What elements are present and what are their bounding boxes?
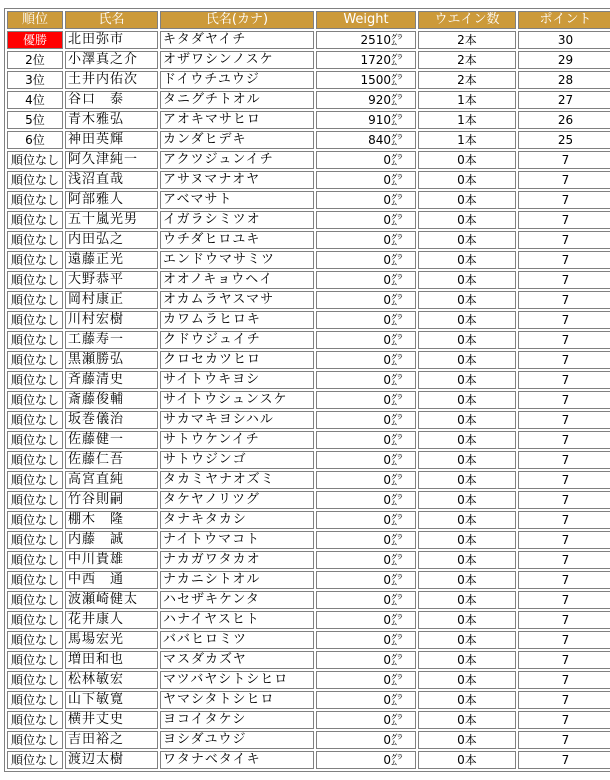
cell-name-kana: クドウジュイチ [160,331,314,349]
table-row [7,531,610,549]
cell-rank: 順位なし [7,291,63,309]
cell-weight: 0㌘ [316,591,416,609]
cell-name: 増田和也 [65,651,158,669]
cell-catch-count: 0本 [418,551,516,569]
cell-weight: 0㌘ [316,331,416,349]
cell-weight: 0㌘ [316,631,416,649]
table-row [7,131,610,149]
cell-weight: 0㌘ [316,751,416,769]
cell-name-kana: アオキマサヒロ [160,111,314,129]
table-row [7,571,610,589]
cell-points: 7 [518,511,610,529]
cell-name: 工藤寿一 [65,331,158,349]
cell-points: 7 [518,531,610,549]
cell-rank: 順位なし [7,251,63,269]
table-row [7,31,610,49]
table-row [7,511,610,529]
cell-name-kana: アサヌマナオヤ [160,171,314,189]
cell-points: 7 [518,231,610,249]
cell-catch-count: 0本 [418,511,516,529]
cell-name-kana: サカマキヨシハル [160,411,314,429]
cell-weight: 840㌘ [316,131,416,149]
cell-points: 7 [518,391,610,409]
cell-name-kana: カンダヒデキ [160,131,314,149]
cell-name: 大野恭平 [65,271,158,289]
cell-catch-count: 0本 [418,571,516,589]
cell-weight: 1500㌘ [316,71,416,89]
cell-weight: 0㌘ [316,451,416,469]
table-row [7,671,610,689]
ranking-body [7,31,610,769]
table-row [7,391,610,409]
cell-points: 29 [518,51,610,69]
cell-name-kana: イガラシミツオ [160,211,314,229]
cell-catch-count: 0本 [418,471,516,489]
header-points: ポイント [518,11,610,29]
header-rank: 順位 [7,11,63,29]
cell-points: 7 [518,731,610,749]
cell-catch-count: 0本 [418,451,516,469]
cell-points: 7 [518,471,610,489]
cell-weight: 920㌘ [316,91,416,109]
table-row [7,211,610,229]
table-row [7,111,610,129]
cell-weight: 0㌘ [316,371,416,389]
cell-catch-count: 0本 [418,611,516,629]
cell-rank: 順位なし [7,171,63,189]
cell-rank: 順位なし [7,331,63,349]
cell-name: 川村宏樹 [65,311,158,329]
cell-catch-count: 0本 [418,711,516,729]
cell-rank: 順位なし [7,191,63,209]
cell-name: 阿久津純一 [65,151,158,169]
cell-weight: 2510㌘ [316,31,416,49]
cell-points: 7 [518,551,610,569]
cell-name-kana: タケヤノリツグ [160,491,314,509]
cell-points: 26 [518,111,610,129]
cell-name-kana: ナイトウマコト [160,531,314,549]
cell-name: 高宮直純 [65,471,158,489]
cell-rank: 順位なし [7,231,63,249]
cell-weight: 0㌘ [316,531,416,549]
cell-weight: 0㌘ [316,651,416,669]
cell-catch-count: 2本 [418,71,516,89]
table-row [7,71,610,89]
cell-catch-count: 0本 [418,231,516,249]
cell-rank: 順位なし [7,411,63,429]
table-row [7,431,610,449]
cell-rank: 順位なし [7,471,63,489]
header-name: 氏名 [65,11,158,29]
cell-name: 棚木 隆 [65,511,158,529]
cell-name-kana: ワタナベタイキ [160,751,314,769]
cell-catch-count: 0本 [418,411,516,429]
cell-catch-count: 0本 [418,251,516,269]
cell-name-kana: ナカガワタカオ [160,551,314,569]
cell-name: 吉田裕之 [65,731,158,749]
cell-weight: 0㌘ [316,431,416,449]
cell-points: 7 [518,611,610,629]
cell-weight: 0㌘ [316,471,416,489]
cell-points: 7 [518,651,610,669]
table-row [7,251,610,269]
cell-rank: 順位なし [7,531,63,549]
cell-points: 25 [518,131,610,149]
cell-points: 7 [518,711,610,729]
cell-name-kana: ハセザキケンタ [160,591,314,609]
table-row [7,691,610,709]
table-row [7,271,610,289]
cell-rank: 順位なし [7,151,63,169]
cell-catch-count: 1本 [418,111,516,129]
cell-name: 小澤真之介 [65,51,158,69]
cell-rank: 順位なし [7,711,63,729]
cell-name-kana: オザワシンノスケ [160,51,314,69]
cell-name: 馬場宏光 [65,631,158,649]
cell-rank: 順位なし [7,371,63,389]
cell-catch-count: 0本 [418,291,516,309]
table-row [7,91,610,109]
cell-points: 7 [518,411,610,429]
cell-name: 斉藤清史 [65,371,158,389]
cell-rank: 順位なし [7,591,63,609]
cell-name-kana: ババヒロミツ [160,631,314,649]
cell-catch-count: 0本 [418,311,516,329]
cell-points: 7 [518,571,610,589]
cell-catch-count: 0本 [418,591,516,609]
cell-points: 7 [518,491,610,509]
cell-name: 黒瀬勝弘 [65,351,158,369]
table-row [7,611,610,629]
cell-points: 7 [518,671,610,689]
cell-rank: 順位なし [7,551,63,569]
table-row [7,551,610,569]
cell-name: 岡村康正 [65,291,158,309]
cell-name: 神田英輝 [65,131,158,149]
table-row [7,651,610,669]
cell-catch-count: 0本 [418,211,516,229]
cell-catch-count: 0本 [418,271,516,289]
cell-name-kana: サイトウシュンスケ [160,391,314,409]
cell-rank: 順位なし [7,691,63,709]
table-row [7,371,610,389]
cell-rank: 6位 [7,131,63,149]
cell-weight: 0㌘ [316,211,416,229]
cell-catch-count: 0本 [418,431,516,449]
cell-weight: 0㌘ [316,311,416,329]
cell-weight: 0㌘ [316,691,416,709]
cell-name: 中西 通 [65,571,158,589]
cell-weight: 0㌘ [316,611,416,629]
cell-rank: 順位なし [7,451,63,469]
cell-weight: 0㌘ [316,151,416,169]
cell-name: 内藤 誠 [65,531,158,549]
cell-points: 7 [518,451,610,469]
cell-points: 7 [518,191,610,209]
cell-name: 北田弥市 [65,31,158,49]
cell-name: 阿部雅人 [65,191,158,209]
cell-name: 坂巻儀治 [65,411,158,429]
cell-name: 遠藤正光 [65,251,158,269]
cell-weight: 0㌘ [316,511,416,529]
cell-weight: 0㌘ [316,231,416,249]
cell-name: 横井丈史 [65,711,158,729]
cell-name: 佐藤仁吾 [65,451,158,469]
cell-name: 土井内佑次 [65,71,158,89]
cell-points: 7 [518,371,610,389]
cell-weight: 0㌘ [316,191,416,209]
cell-catch-count: 0本 [418,391,516,409]
table-row [7,291,610,309]
cell-rank: 5位 [7,111,63,129]
cell-catch-count: 0本 [418,191,516,209]
cell-catch-count: 1本 [418,91,516,109]
table-row [7,711,610,729]
cell-weight: 0㌘ [316,711,416,729]
cell-name-kana: ヨコイタケシ [160,711,314,729]
cell-name-kana: タナキタカシ [160,511,314,529]
cell-name: 渡辺太樹 [65,751,158,769]
cell-catch-count: 0本 [418,171,516,189]
cell-name: 松林敏宏 [65,671,158,689]
table-row [7,191,610,209]
cell-name: 青木雅弘 [65,111,158,129]
cell-rank: 順位なし [7,391,63,409]
cell-weight: 910㌘ [316,111,416,129]
cell-rank: 順位なし [7,731,63,749]
cell-name-kana: マツバヤシトシヒロ [160,671,314,689]
cell-weight: 0㌘ [316,551,416,569]
table-row [7,491,610,509]
cell-weight: 0㌘ [316,731,416,749]
cell-name-kana: ヨシダユウジ [160,731,314,749]
cell-points: 7 [518,271,610,289]
cell-name-kana: アベマサト [160,191,314,209]
cell-name: 斎藤俊輔 [65,391,158,409]
cell-name-kana: タニグチトオル [160,91,314,109]
cell-weight: 0㌘ [316,491,416,509]
table-row [7,311,610,329]
cell-points: 7 [518,631,610,649]
cell-weight: 1720㌘ [316,51,416,69]
cell-rank: 3位 [7,71,63,89]
table-row [7,451,610,469]
cell-catch-count: 0本 [418,751,516,769]
header-row [7,11,610,29]
cell-name: 浅沼直哉 [65,171,158,189]
cell-points: 7 [518,211,610,229]
cell-rank: 順位なし [7,211,63,229]
cell-name-kana: サトウケンイチ [160,431,314,449]
cell-name-kana: カワムラヒロキ [160,311,314,329]
cell-catch-count: 0本 [418,491,516,509]
cell-points: 28 [518,71,610,89]
cell-name-kana: ウチダヒロユキ [160,231,314,249]
table-row [7,591,610,609]
cell-name-kana: オカムラヤスマサ [160,291,314,309]
cell-weight: 0㌘ [316,251,416,269]
cell-name-kana: キタダヤイチ [160,31,314,49]
cell-weight: 0㌘ [316,391,416,409]
cell-rank: 順位なし [7,631,63,649]
cell-catch-count: 2本 [418,51,516,69]
cell-weight: 0㌘ [316,671,416,689]
cell-weight: 0㌘ [316,411,416,429]
table-row [7,631,610,649]
cell-name-kana: マスダカズヤ [160,651,314,669]
cell-points: 30 [518,31,610,49]
cell-weight: 0㌘ [316,351,416,369]
cell-name-kana: クロセカツヒロ [160,351,314,369]
cell-points: 7 [518,331,610,349]
table-row [7,351,610,369]
cell-catch-count: 0本 [418,351,516,369]
cell-name: 内田弘之 [65,231,158,249]
cell-points: 7 [518,751,610,769]
cell-name-kana: サイトウキヨシ [160,371,314,389]
cell-points: 7 [518,591,610,609]
cell-catch-count: 0本 [418,371,516,389]
cell-rank: 優勝 [7,31,63,49]
cell-name-kana: エンドウマサミツ [160,251,314,269]
cell-rank: 順位なし [7,671,63,689]
cell-name: 山下敏寛 [65,691,158,709]
cell-points: 7 [518,351,610,369]
header-weight: Weight [316,11,416,29]
cell-rank: 順位なし [7,311,63,329]
header-name-kana: 氏名(カナ) [160,11,314,29]
cell-catch-count: 2本 [418,31,516,49]
cell-rank: 順位なし [7,491,63,509]
cell-name: 谷口 泰 [65,91,158,109]
cell-rank: 順位なし [7,651,63,669]
cell-weight: 0㌘ [316,291,416,309]
header-catch-count: ウエイン数 [418,11,516,29]
cell-catch-count: 1本 [418,131,516,149]
cell-catch-count: 0本 [418,651,516,669]
cell-rank: 順位なし [7,571,63,589]
cell-catch-count: 0本 [418,671,516,689]
cell-name-kana: アクツジュンイチ [160,151,314,169]
cell-points: 7 [518,691,610,709]
cell-rank: 順位なし [7,431,63,449]
cell-catch-count: 0本 [418,151,516,169]
table-row [7,471,610,489]
cell-rank: 4位 [7,91,63,109]
cell-catch-count: 0本 [418,531,516,549]
cell-catch-count: 0本 [418,331,516,349]
cell-rank: 2位 [7,51,63,69]
cell-points: 7 [518,151,610,169]
cell-name: 花井康人 [65,611,158,629]
cell-points: 7 [518,311,610,329]
cell-catch-count: 0本 [418,731,516,749]
table-row [7,751,610,769]
cell-name: 五十嵐光男 [65,211,158,229]
cell-weight: 0㌘ [316,271,416,289]
table-row [7,231,610,249]
ranking-table [4,8,610,772]
table-row [7,411,610,429]
cell-name: 竹谷則嗣 [65,491,158,509]
table-row [7,51,610,69]
cell-name-kana: ドイウチユウジ [160,71,314,89]
cell-name: 波瀬崎健太 [65,591,158,609]
table-row [7,171,610,189]
cell-catch-count: 0本 [418,691,516,709]
cell-rank: 順位なし [7,511,63,529]
cell-rank: 順位なし [7,351,63,369]
table-row [7,331,610,349]
cell-weight: 0㌘ [316,171,416,189]
cell-points: 7 [518,291,610,309]
cell-name: 中川貴雄 [65,551,158,569]
cell-points: 7 [518,251,610,269]
cell-rank: 順位なし [7,611,63,629]
cell-points: 7 [518,431,610,449]
cell-name-kana: オオノキョウヘイ [160,271,314,289]
cell-name-kana: タカミヤナオズミ [160,471,314,489]
cell-name: 佐藤健一 [65,431,158,449]
cell-rank: 順位なし [7,271,63,289]
cell-catch-count: 0本 [418,631,516,649]
cell-rank: 順位なし [7,751,63,769]
cell-name-kana: ヤマシタトシヒロ [160,691,314,709]
cell-weight: 0㌘ [316,571,416,589]
cell-name-kana: ハナイヤスヒト [160,611,314,629]
cell-points: 27 [518,91,610,109]
table-row [7,151,610,169]
cell-name-kana: ナカニシトオル [160,571,314,589]
cell-points: 7 [518,171,610,189]
table-row [7,731,610,749]
cell-name-kana: サトウジンゴ [160,451,314,469]
